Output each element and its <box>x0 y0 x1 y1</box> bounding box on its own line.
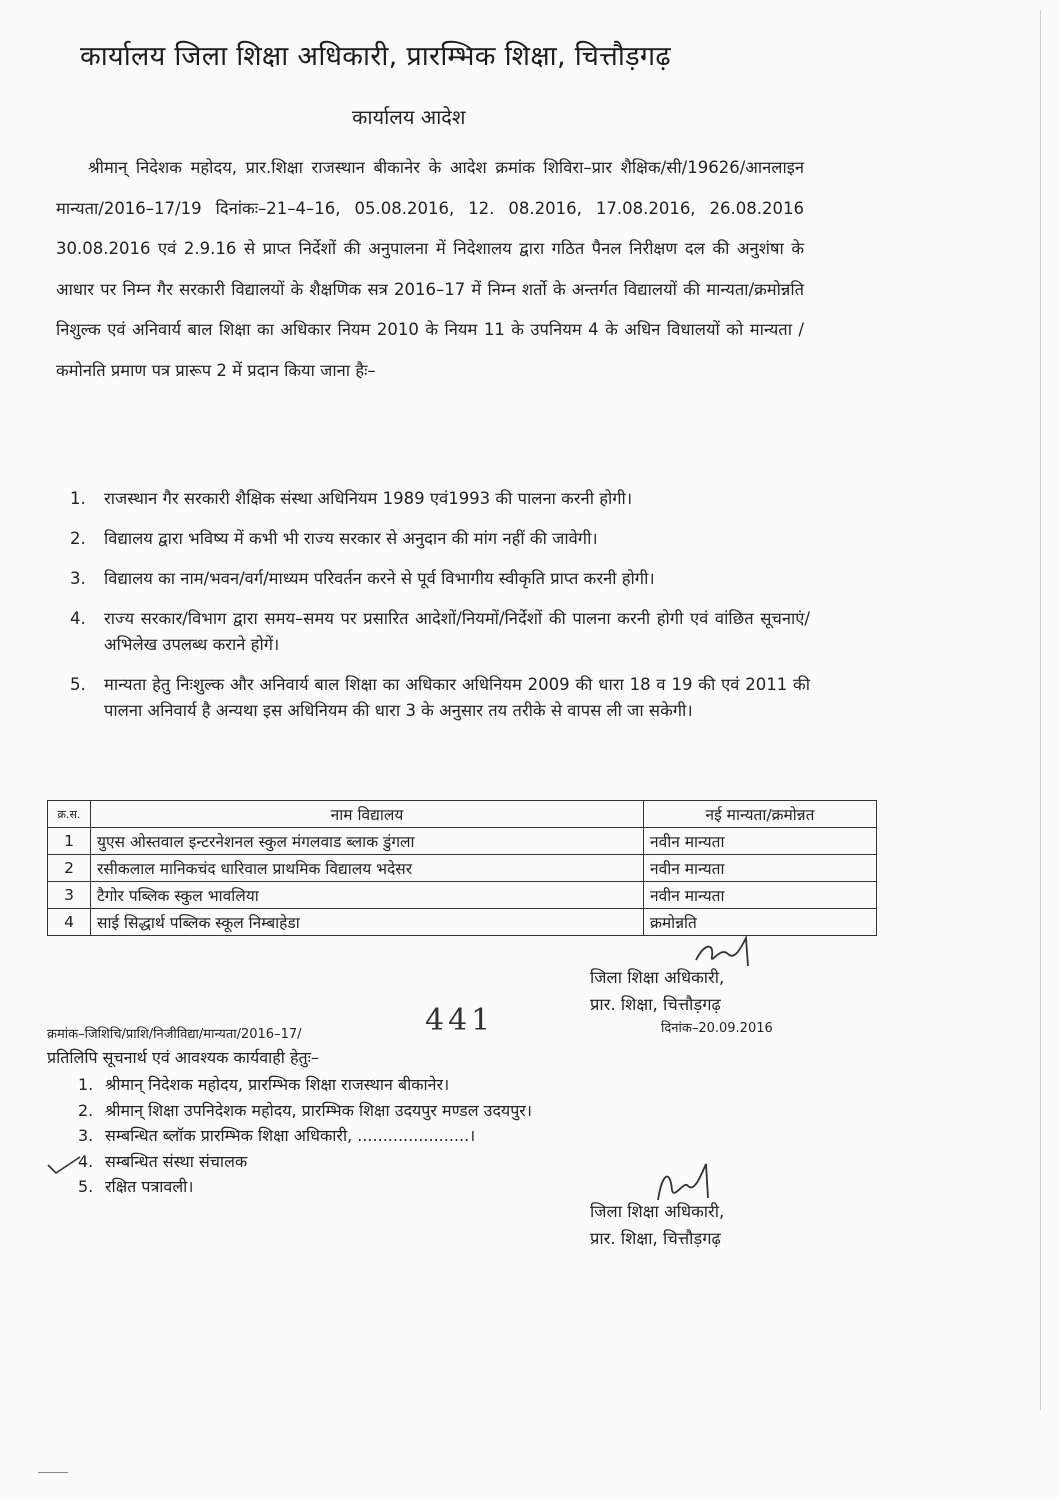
condition-text: राजस्थान गैर सरकारी शैक्षिक संस्था अधिनियम 1989 एवं1993 की पालना करनी होगी। <box>104 489 633 508</box>
dispatch-handwritten-number: 441 <box>425 1003 495 1038</box>
copy-to-text: रक्षित पत्रावली। <box>105 1177 194 1196</box>
scan-edge-line <box>1040 10 1041 1410</box>
table-row <box>48 909 877 936</box>
copy-to-number: 2. <box>78 1100 94 1120</box>
office-title: कार्यालय जिला शिक्षा अधिकारी, प्रारम्भिक शिक्षा, चित्तौड़गढ़ <box>80 41 671 72</box>
column-header-name: नाम विद्यालय <box>91 801 644 828</box>
order-body-paragraph: श्रीमान् निदेशक महोदय, प्रार.शिक्षा राजस्थान बीकानेर के आदेश क्रमांक शिविरा–प्रार शैक्षिक/सी/19626/आनलाइन मान्यता/2016–17/19 दिनांकः–21–4–16, 05.08.2016, 12. 08.2016, 17.08.2016, 26.08.2016 30.08.2016 एवं 2.9.16 से प्राप्त निर्देशों की अनुपालना में निदेशालय द्वारा गठित पैनल निरीक्षण दल की अनुशंषा के आधार पर निम्न गैर सरकारी विद्यालयों के शैक्षणिक सत्र 2016–17 में निम्न शर्तो के अन्तर्गत विद्यालयों की मान्यता/क्रमोन्नति निशुल्क एवं अनिवार्य बाल शिक्षा का अधिकार नियम 2010 के नियम 11 के उपनियम 4 के अधिन विधालयों को मान्यता /कमोनति प्रमाण पत्र प्रारूप 2 में प्रदान किया जाना हैः– <box>56 158 804 380</box>
copy-to-intro: प्रतिलिपि सूचनार्थ एवं आवश्यक कार्यवाही हेतुः– <box>47 1048 319 1067</box>
condition-item <box>70 566 810 592</box>
condition-number: 1. <box>70 489 86 508</box>
copy-to-item <box>78 1098 532 1124</box>
copy-to-text: श्रीमान् निदेशक महोदय, प्रारम्भिक शिक्षा राजस्थान बीकानेर। <box>105 1075 450 1094</box>
cell-sn: 1 <box>48 828 91 855</box>
condition-item <box>70 606 810 658</box>
table-row <box>48 828 877 855</box>
order-heading: कार्यालय आदेश <box>352 105 466 129</box>
dispatch-date: दिनांक–20.09.2016 <box>661 1021 773 1036</box>
table-row <box>48 855 877 882</box>
cell-school-name: युएस ओस्तवाल इन्टरनेशनल स्कुल मंगलवाड ब्लाक डुंगला <box>91 828 644 855</box>
condition-text: राज्य सरकार/विभाग द्वारा समय–समय पर प्रसारित आदेशों/नियमों/निर्देशों की पालना करनी होगी एवं वांछित सूचनाएं/अभिलेख उपलब्ध कराने होगें। <box>104 609 810 654</box>
copy-to-item <box>78 1072 532 1098</box>
column-header-type: नई मान्यता/क्रमोन्नत <box>644 801 877 828</box>
signatory-office: प्रार. शिक्षा, चित्तौड़गढ़ <box>590 995 721 1014</box>
cell-sn: 2 <box>48 855 91 882</box>
dispatch-ref-number: क्रमांक–जिशिचि/प्राशि/निजीविद्या/मान्यता/2016–17/ <box>47 1027 302 1042</box>
condition-text: मान्यता हेतु निःशुल्क और अनिवार्य बाल शिक्षा का अधिकार अधिनियम 2009 की धारा 18 व 19 की एवं 2011 की पालना अनिवार्य है अन्यथा इस अधिनियम की धारा 3 के अनुसार तय तरीके से वापस ली जा सकेगी। <box>104 675 810 720</box>
handwritten-tick-icon <box>46 1155 82 1175</box>
copy-to-number: 3. <box>78 1126 94 1145</box>
signatory-designation: जिला शिक्षा अधिकारी, <box>590 1202 725 1221</box>
copy-to-number: 1. <box>78 1075 94 1094</box>
condition-text: विद्यालय का नाम/भवन/वर्ग/माध्यम परिवर्तन करने से पूर्व विभागीय स्वीकृति प्राप्त करनी होगी। <box>104 569 655 588</box>
copy-to-number: 4. <box>78 1151 94 1171</box>
signatory-designation: जिला शिक्षा अधिकारी, <box>590 968 725 987</box>
copy-to-item <box>78 1174 532 1200</box>
condition-number: 2. <box>70 529 86 548</box>
cell-sn: 4 <box>48 909 91 936</box>
scan-bottom-mark <box>38 1472 68 1473</box>
condition-number: 5. <box>70 675 86 694</box>
condition-item <box>70 526 810 552</box>
cell-recognition-type: नवीन मान्यता <box>644 882 877 909</box>
table-header-row <box>48 801 877 828</box>
copy-to-text: श्रीमान् शिक्षा उपनिदेशक महोदय, प्रारम्भिक शिक्षा उदयपुर मण्डल उदयपुर। <box>105 1100 532 1120</box>
cell-school-name: साई सिद्धार्थ पब्लिक स्कूल निम्बाहेडा <box>91 909 644 936</box>
condition-text: विद्यालय द्वारा भविष्य में कभी भी राज्य सरकार से अनुदान की मांग नहीं की जावेगी। <box>104 529 598 548</box>
conditions-list <box>70 486 810 738</box>
condition-number: 4. <box>70 609 86 628</box>
cell-recognition-type: क्रमोन्नति <box>644 909 877 936</box>
cell-recognition-type: नवीन मान्यता <box>644 855 877 882</box>
condition-item <box>70 672 810 724</box>
column-header-sn: क्र.स. <box>48 801 91 828</box>
signature-block-1 <box>590 964 724 1018</box>
cell-recognition-type: नवीन मान्यता <box>644 828 877 855</box>
signatory-office: प्रार. शिक्षा, चित्तौड़गढ़ <box>590 1229 721 1248</box>
copy-to-list <box>78 1072 532 1200</box>
copy-to-text: सम्बन्धित संस्था संचालक <box>105 1151 248 1171</box>
copy-to-item <box>78 1149 532 1175</box>
cell-school-name: टैगोर पब्लिक स्कुल भावलिया <box>91 882 644 909</box>
copy-to-item <box>78 1123 532 1149</box>
cell-sn: 3 <box>48 882 91 909</box>
copy-to-number: 5. <box>78 1177 94 1196</box>
schools-table <box>47 800 877 936</box>
table-row <box>48 882 877 909</box>
condition-item <box>70 486 810 512</box>
cell-school-name: रसीकलाल मानिकचंद धारिवाल प्राथमिक विद्यालय भदेसर <box>91 855 644 882</box>
signature-block-2 <box>590 1198 724 1252</box>
copy-to-text: सम्बन्धित ब्लॉक प्रारम्भिक शिक्षा अधिकारी, ......................। <box>105 1126 476 1145</box>
condition-number: 3. <box>70 569 86 588</box>
